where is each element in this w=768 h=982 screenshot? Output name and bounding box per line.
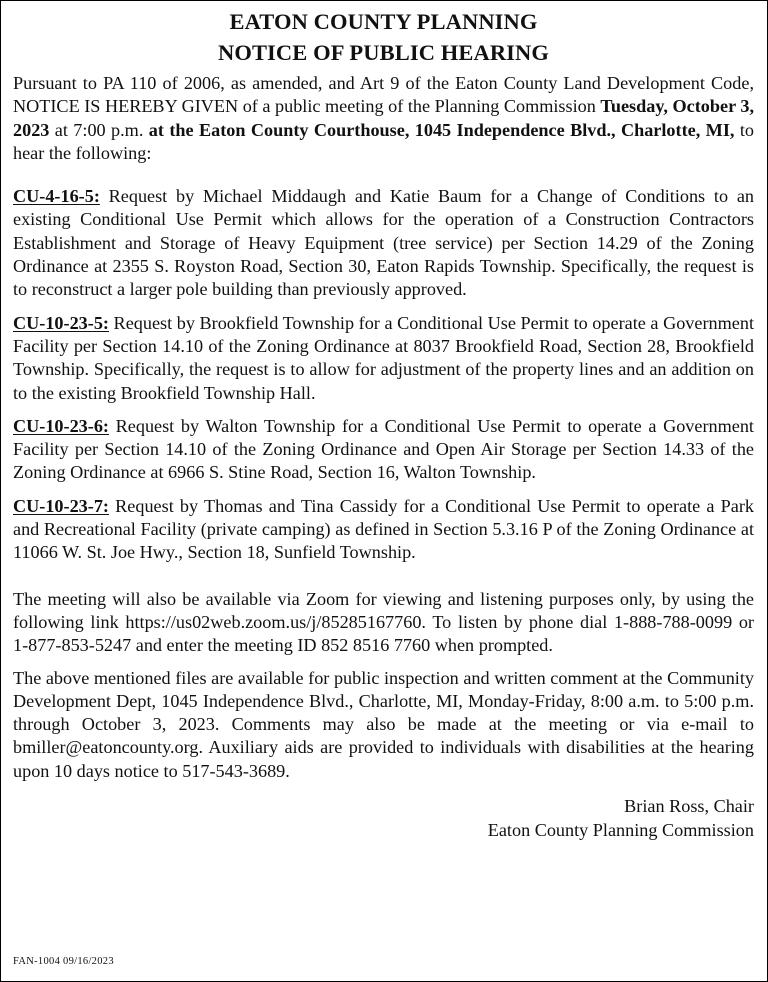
files-paragraph: The above mentioned files are available for public inspection and written comment at the Community Development Dept, 1045 Independence Blvd., Charlotte, MI, Monday-Friday, 8:00 a.m. to 5:00 p.m. through October 3, 2023. Comments may also be made at the meeting or via e-mail to bmiller@eatoncounty.org. Auxiliary aids are provided to individuals with disabilities at the hearing upon 10 days notice to 517-543-3689. [13, 667, 754, 781]
case-id: CU-4-16-5: [13, 186, 100, 207]
zoom-paragraph: The meeting will also be available via Zoom for viewing and listening purposes only, by using the following link https://us02web.zoom.us/j/85285167760. To listen by phone dial 1-888-788-0099 or 1-877-853-5247 and enter the meeting ID 852 8516 7760 when prompted. [13, 588, 754, 656]
intro-text-b: at 7:00 p.m. [49, 119, 149, 140]
hearing-location: at the Eaton County Courthouse, 1045 Independence Blvd., Charlotte, MI, [148, 119, 735, 140]
case-description: Request by Walton Township for a Conditional Use Permit to operate a Government Facility per Section 14.10 of the Zoning Ordinance and Open Air Storage per Section 14.33 of the Zoning Ordinance at 6966 S. Stine Road, Section 16, Walton Township. [13, 415, 754, 483]
case-item [13, 185, 754, 301]
signature-org: Eaton County Planning Commission [487, 820, 754, 841]
notice-body [13, 6, 754, 842]
intro-paragraph [13, 72, 754, 165]
case-item [13, 312, 754, 405]
case-id: CU-10-23-5: [13, 312, 109, 333]
case-item [13, 495, 754, 565]
case-description: Request by Thomas and Tina Cassidy for a Conditional Use Permit to operate a Park and Recreational Facility (private camping) as defined in Section 5.3.16 P of the Zoning Ordinance at 11066 W. St. Joe Hwy., Section 18, Sunfield Township. [13, 495, 754, 563]
case-id: CU-10-23-6: [13, 415, 109, 436]
intro-text-c: to hear the following: [13, 119, 754, 163]
signature-name: Brian Ross, Chair [624, 796, 754, 817]
footer-code: FAN-1004 09/16/2023 [13, 956, 114, 967]
notice-heading-line1: EATON COUNTY PLANNING [229, 9, 538, 34]
case-item [13, 415, 754, 485]
intro-text-a: Pursuant to PA 110 of 2006, as amended, and Art 9 of the Eaton County Land Development Code, NOTICE IS HEREBY GIVEN of a public meeting of the Planning Commission [13, 73, 754, 117]
hearing-date: Tuesday, October 3, 2023 [13, 96, 755, 140]
notice-heading-line2: NOTICE OF PUBLIC HEARING [218, 40, 549, 65]
case-description: Request by Brookfield Township for a Conditional Use Permit to operate a Government Facility per Section 14.10 of the Zoning Ordinance at 8037 Brookfield Road, Section 28, Brookfield Township. Specifically, the request is to allow for adjustment of the property lines and an addition on to the existing Brookfield Township Hall. [13, 312, 754, 403]
case-id: CU-10-23-7: [13, 495, 109, 516]
case-description: Request by Michael Middaugh and Katie Baum for a Change of Conditions to an existing Conditional Use Permit which allows for the operation of a Construction Contractors Establishment and Storage of Heavy Equipment (tree service) per Section 14.29 of the Zoning Ordinance at 2355 S. Royston Road, Section 30, Eaton Rapids Township. Specifically, the request is to reconstruct a larger pole building than previously approved. [13, 186, 754, 300]
